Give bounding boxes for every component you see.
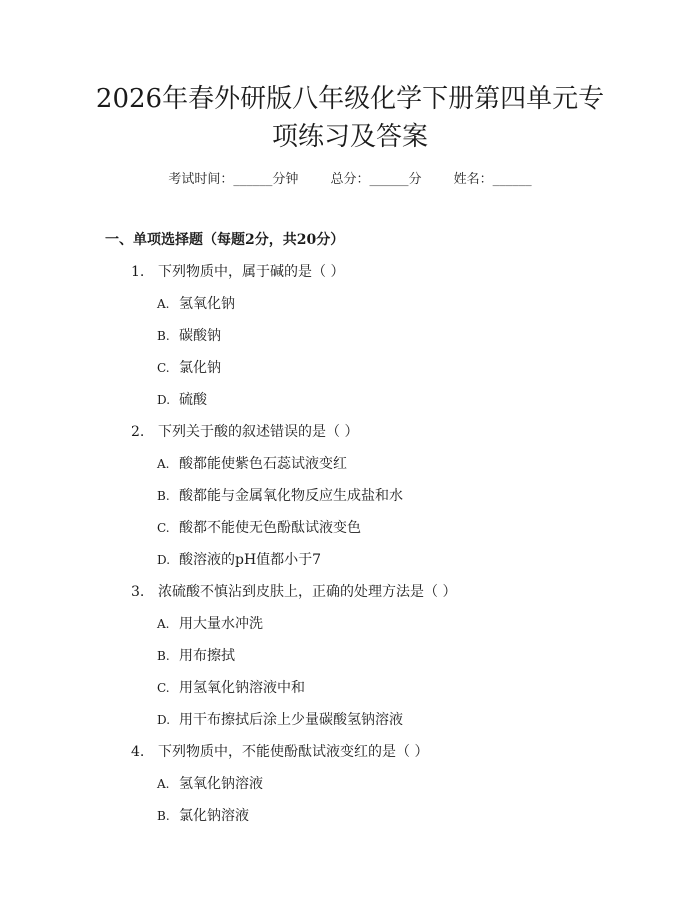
- title-line-2: 项练习及答案: [271, 122, 428, 152]
- option-letter: A.: [157, 777, 170, 791]
- question-2: [131, 421, 358, 441]
- option-text: 氢氧化钠溶液: [179, 776, 263, 792]
- option-letter: D.: [157, 553, 171, 567]
- question-number: 1.: [131, 264, 145, 280]
- option-text: 用干布擦拭后涂上少量碳酸氢钠溶液: [179, 712, 403, 728]
- option-item: [157, 325, 221, 345]
- option-letter: A.: [157, 617, 170, 631]
- option-item: [157, 613, 263, 633]
- question-3: [131, 581, 456, 601]
- option-item: [157, 773, 263, 793]
- option-letter: B.: [157, 809, 170, 823]
- student-name: 姓名：______: [453, 172, 532, 187]
- option-text: 用布擦拭: [179, 648, 235, 664]
- option-text: 用大量水冲洗: [179, 616, 263, 632]
- question-text: 浓硫酸不慎沾到皮肤上，正确的处理方法是（ ）: [158, 584, 457, 600]
- question-number: 3.: [131, 584, 145, 600]
- document-title: [60, 80, 640, 156]
- question-number: 2.: [131, 424, 145, 440]
- option-text: 氯化钠溶液: [179, 808, 249, 824]
- question-text: 下列关于酸的叙述错误的是（ ）: [158, 424, 359, 440]
- question-text: 下列物质中，属于碱的是（ ）: [158, 264, 345, 280]
- option-letter: D.: [157, 393, 171, 407]
- question-4: [131, 741, 428, 761]
- option-letter: A.: [157, 457, 170, 471]
- option-letter: B.: [157, 489, 170, 503]
- question-number: 4.: [131, 744, 145, 760]
- option-item: [157, 293, 235, 313]
- exam-time: 考试时间：______分钟: [168, 172, 299, 187]
- option-item: [157, 517, 361, 537]
- option-letter: B.: [157, 649, 170, 663]
- section-title: 一、单项选择题（每题2分，共20分）: [105, 232, 345, 248]
- option-text: 用氢氧化钠溶液中和: [179, 680, 305, 696]
- option-letter: C.: [157, 681, 170, 695]
- option-item: [157, 805, 249, 825]
- option-item: [157, 549, 321, 569]
- option-text: 酸溶液的pH值都小于7: [179, 552, 322, 568]
- question-text: 下列物质中，不能使酚酞试液变红的是（ ）: [158, 744, 429, 760]
- option-item: [157, 709, 403, 729]
- option-letter: D.: [157, 713, 171, 727]
- option-item: [157, 677, 305, 697]
- option-item: [157, 389, 207, 409]
- option-text: 碳酸钠: [179, 328, 221, 344]
- option-text: 硫酸: [179, 392, 207, 408]
- option-text: 氯化钠: [179, 360, 221, 376]
- option-text: 酸都能使紫色石蕊试液变红: [179, 456, 347, 472]
- option-text: 酸都能与金属氧化物反应生成盐和水: [179, 488, 403, 504]
- option-item: [157, 357, 221, 377]
- option-letter: B.: [157, 329, 170, 343]
- option-letter: C.: [157, 361, 170, 375]
- question-1: [131, 261, 344, 281]
- option-text: 氢氧化钠: [179, 296, 235, 312]
- option-item: [157, 645, 235, 665]
- option-item: [157, 453, 347, 473]
- title-line-1: 2026年春外研版八年级化学下册第四单元专: [95, 84, 605, 114]
- exam-meta: [0, 168, 700, 187]
- total-score: 总分：______分: [330, 172, 422, 187]
- option-text: 酸都不能使无色酚酞试液变色: [179, 520, 361, 536]
- option-letter: C.: [157, 521, 170, 535]
- option-letter: A.: [157, 297, 170, 311]
- option-item: [157, 485, 403, 505]
